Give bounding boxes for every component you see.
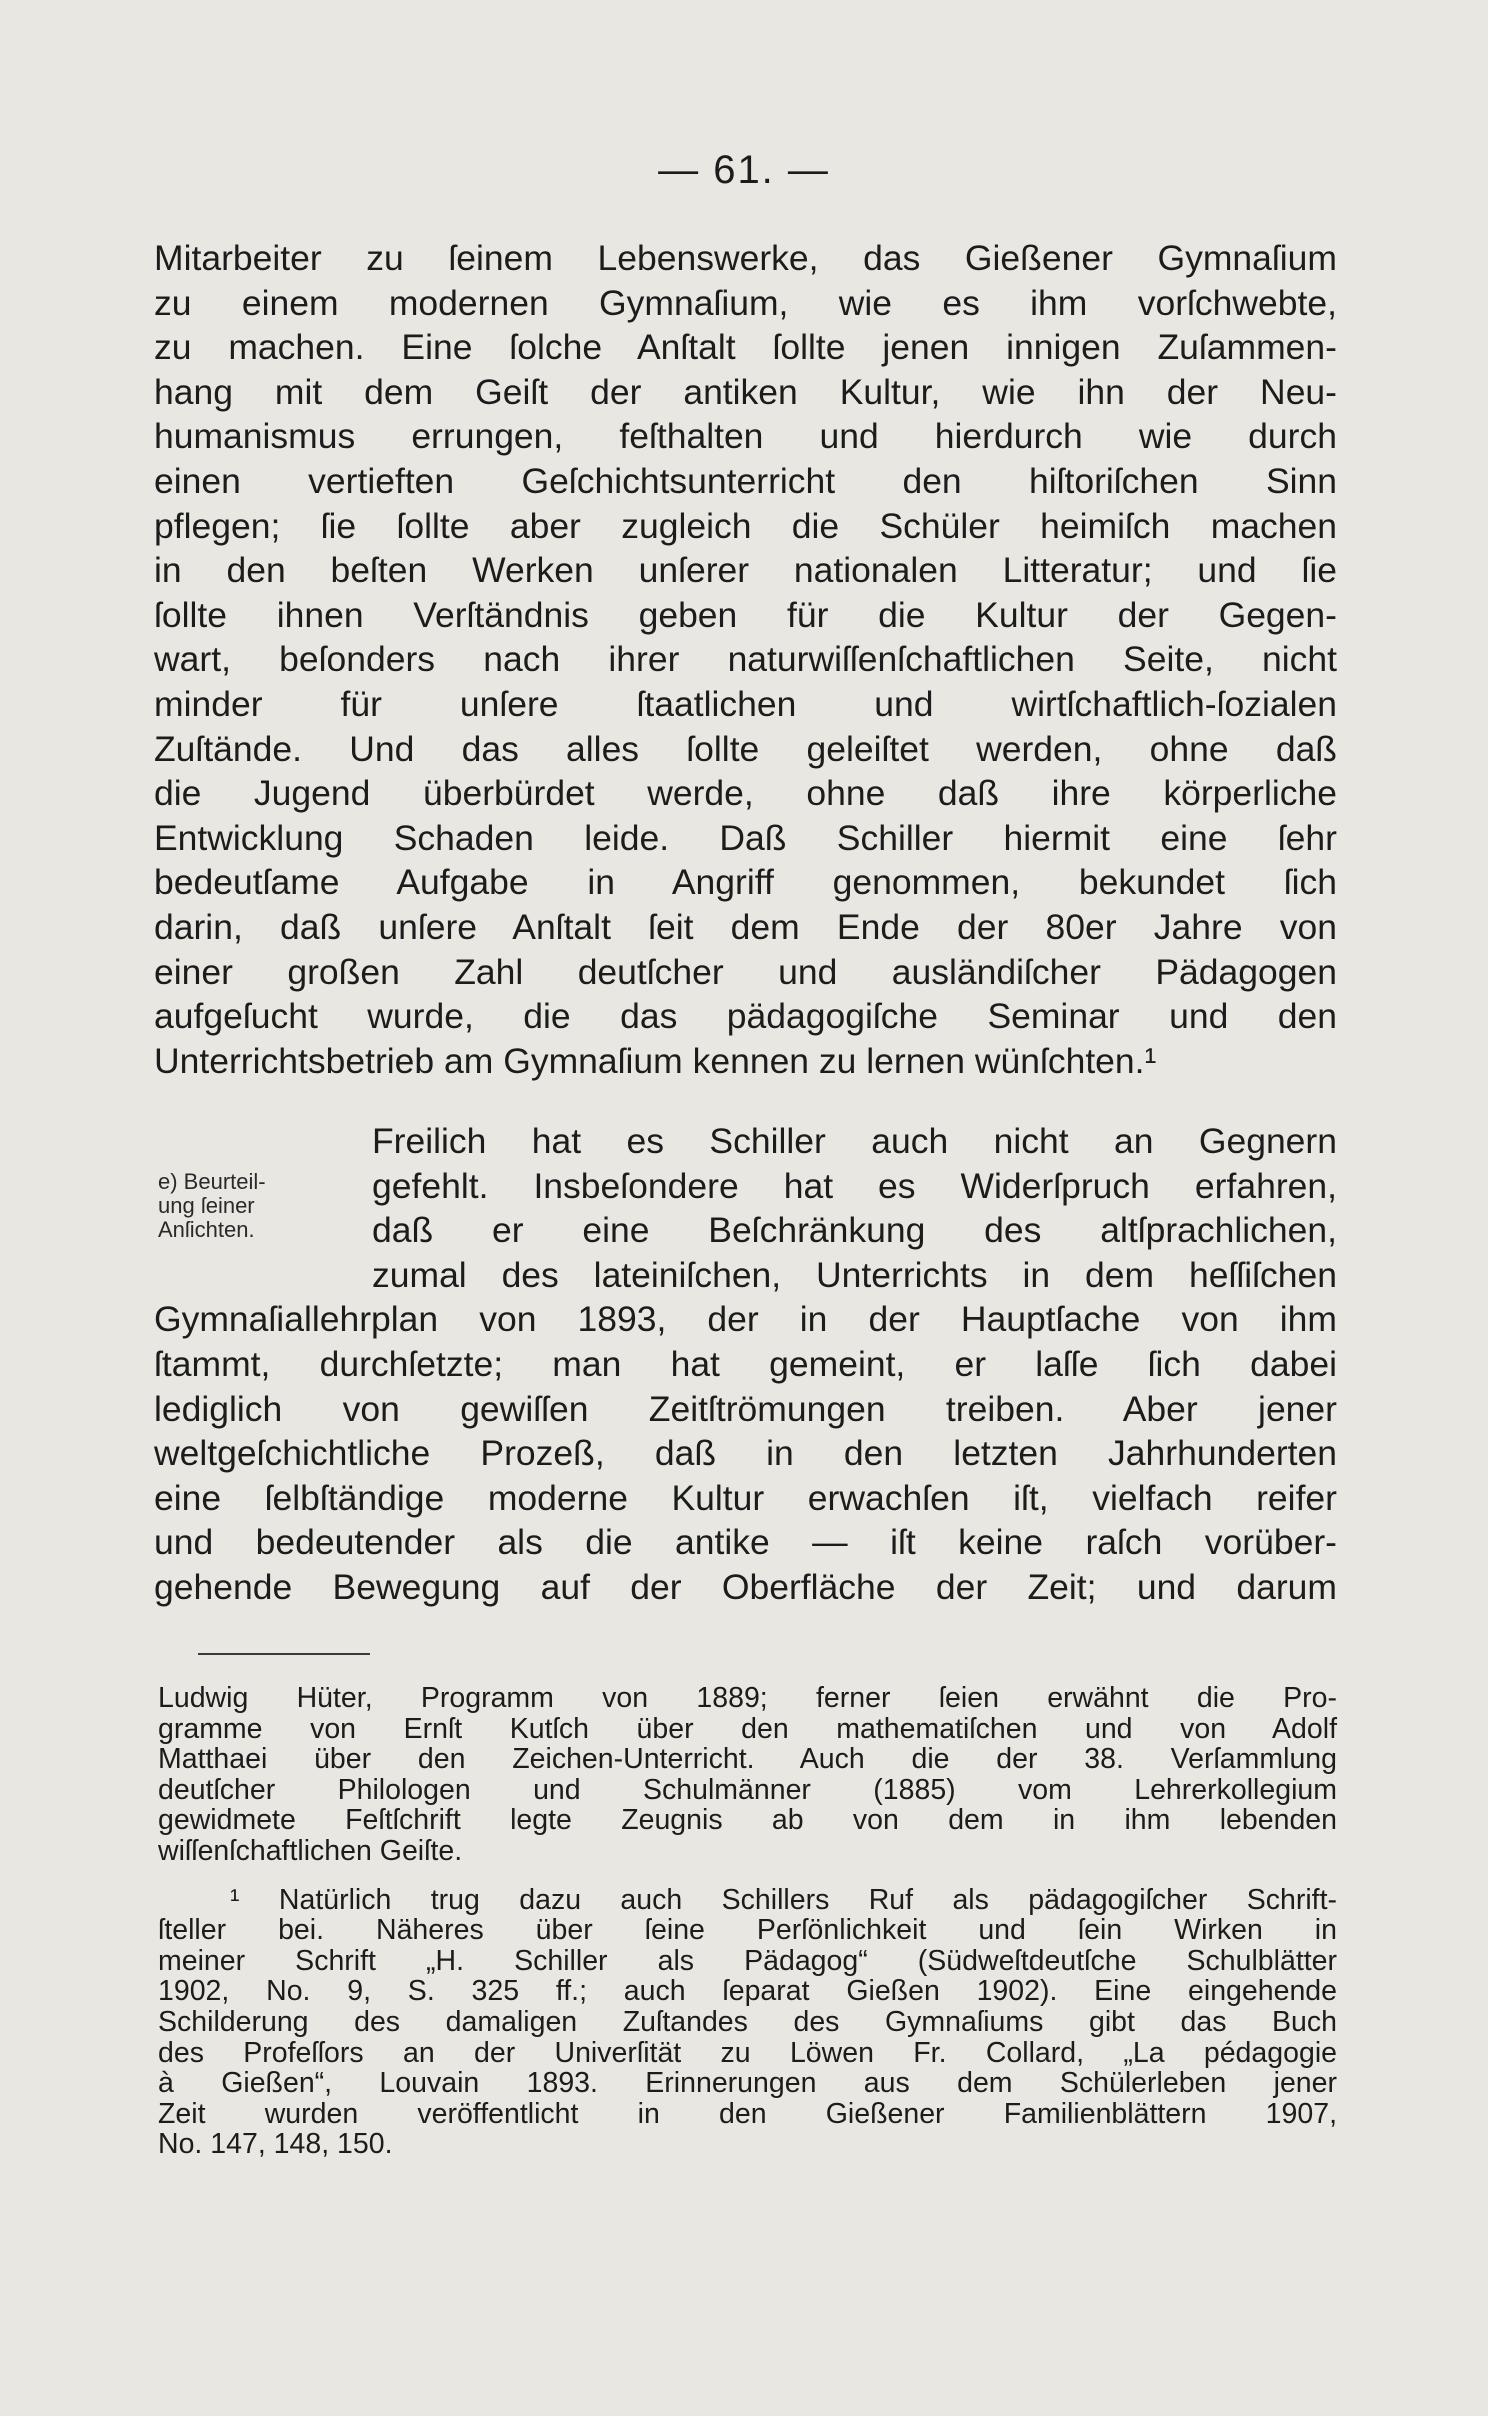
text-line: gehende Bewegung auf der Oberfläche der Zeit; und darum [154, 1566, 1337, 1607]
marginal-note-line: Anſichten. [158, 1217, 255, 1242]
text-line: lediglich von gewiſſen Zeitſtrömungen treiben. Aber jener [154, 1388, 1337, 1429]
text-line: daß er eine Beſchränkung des altſprachlichen, [372, 1210, 1337, 1251]
text-line: weltgeſchichtliche Prozeß, daß in den letzten Jahrhunderten [154, 1433, 1337, 1474]
text-line: darin, daß unſere Anſtalt ſeit dem Ende der 80er Jahre von [154, 906, 1337, 947]
text-line: ſtammt, durchſetzte; man hat gemeint, er laſſe ſich dabei [154, 1343, 1337, 1384]
text-line: Unterrichtsbetrieb am Gymnaſium kennen zu lernen wünſchten.¹ [154, 1040, 1157, 1081]
text-line: wart, beſonders nach ihrer naturwiſſenſchaftlichen Seite, nicht [154, 639, 1337, 680]
footnote-line: gewidmete Feſtſchrift legte Zeugnis ab von dem in ihm lebenden [158, 1804, 1337, 1837]
text-line: Freilich hat es Schiller auch nicht an Gegnern [372, 1121, 1337, 1161]
text-line: pflegen; ſie ſollte aber zugleich die Schüler heimiſch machen [154, 505, 1337, 546]
footnote-separator [198, 1653, 370, 1655]
footnote-1-line: Schilderung des damaligen Zuſtandes des Gymnaſiums gibt das Buch [158, 2005, 1337, 2038]
text-line: eine ſelbſtändige moderne Kultur erwachſen iſt, vielfach reifer [154, 1477, 1337, 1518]
text-line: zu machen. Eine ſolche Anſtalt ſollte jenen innigen Zuſammen- [154, 327, 1337, 368]
footnote-line: Ludwig Hüter, Programm von 1889; ferner ſeien erwähnt die Pro- [158, 1682, 1337, 1714]
footnote-1-line: meiner Schrift „H. Schiller als Pädagog“ (Südweſtdeutſche Schulblätter [158, 1944, 1337, 1977]
text-line: minder für unſere ſtaatlichen und wirtſchaftlich-ſozialen [154, 683, 1337, 724]
text-line: hang mit dem Geiſt der antiken Kultur, wie ihn der Neu- [154, 371, 1337, 412]
text-line: aufgeſucht wurde, die das pädagogiſche Seminar und den [154, 996, 1337, 1037]
body-paragraph-2 [154, 1119, 1337, 1610]
text-line: Mitarbeiter zu ſeinem Lebenswerke, das Gießener Gymnaſium [154, 238, 1337, 278]
text-line: einer großen Zahl deutſcher und ausländiſcher Pädagogen [154, 951, 1337, 992]
text-line: die Jugend überbürdet werde, ohne daß ihre körperliche [154, 773, 1337, 814]
footnote-1-line: des Profeſſors an der Univerſität zu Löwen Fr. Collard, „La pédagogie [158, 2036, 1337, 2069]
page-number: — 61. — [658, 148, 830, 192]
text-line: Gymnaſiallehrplan von 1893, der in der Hauptſache von ihm [154, 1299, 1337, 1340]
marginal-note-line: e) Beurteil- [158, 1169, 266, 1194]
text-line: in den beſten Werken unſerer nationalen Litteratur; und ſie [154, 550, 1337, 591]
footnote-1-line: à Gießen“, Louvain 1893. Erinnerungen aus dem Schülerleben jener [158, 2067, 1337, 2100]
footnotes [158, 1683, 1337, 2160]
footnote-1-line: Zeit wurden veröffentlicht in den Gießener Familienblättern 1907, [158, 2097, 1337, 2130]
marginal-note-line: ung ſeiner [158, 1193, 255, 1218]
footnote-line: gramme von Ernſt Kutſch über den mathematiſchen und von Adolf [158, 1712, 1337, 1745]
text-line: ſollte ihnen Verſtändnis geben für die Kultur der Gegen- [154, 594, 1337, 635]
text-line: gefehlt. Insbeſondere hat es Widerſpruch erfahren, [372, 1165, 1337, 1206]
footnote-1-line: ¹ Natürlich trug dazu auch Schillers Ruf als pädagogiſcher Schrift- [230, 1883, 1337, 1916]
text-line: Zuſtände. Und das alles ſollte geleiſtet werden, ohne daß [154, 728, 1337, 769]
text-line: zu einem modernen Gymnaſium, wie es ihm vorſchwebte, [154, 282, 1337, 323]
footnote-line: Matthaei über den Zeichen-Unterricht. Auch die der 38. Verſammlung [158, 1743, 1337, 1776]
text-line: einen vertieften Geſchichtsunterricht den hiſtoriſchen Sinn [154, 460, 1337, 501]
footnote-1-line: 1902, No. 9, S. 325 ff.; auch ſeparat Gießen 1902). Eine eingehende [158, 1975, 1337, 2008]
footnote-line: wiſſenſchaftlichen Geiſte. [158, 1834, 463, 1867]
text-line: bedeutſame Aufgabe in Angriff genommen, bekundet ſich [154, 862, 1337, 903]
footnote-1-line: No. 147, 148, 150. [158, 2128, 393, 2161]
body-paragraph-1 [154, 236, 1337, 1083]
text-line: humanismus errungen, feſthalten und hierdurch wie durch [154, 416, 1337, 457]
footnote-line: deutſcher Philologen und Schulmänner (1885) vom Lehrerkollegium [158, 1773, 1337, 1806]
text-line: zumal des lateiniſchen, Unterrichts in dem heſſiſchen [372, 1254, 1337, 1295]
text-line: Entwicklung Schaden leide. Daß Schiller hiermit eine ſehr [154, 817, 1337, 858]
footnote-1-line: ſteller bei. Näheres über ſeine Perſönlichkeit und ſein Wirken in [158, 1914, 1337, 1947]
text-line: und bedeutender als die antike — iſt keine raſch vorüber- [154, 1522, 1337, 1563]
